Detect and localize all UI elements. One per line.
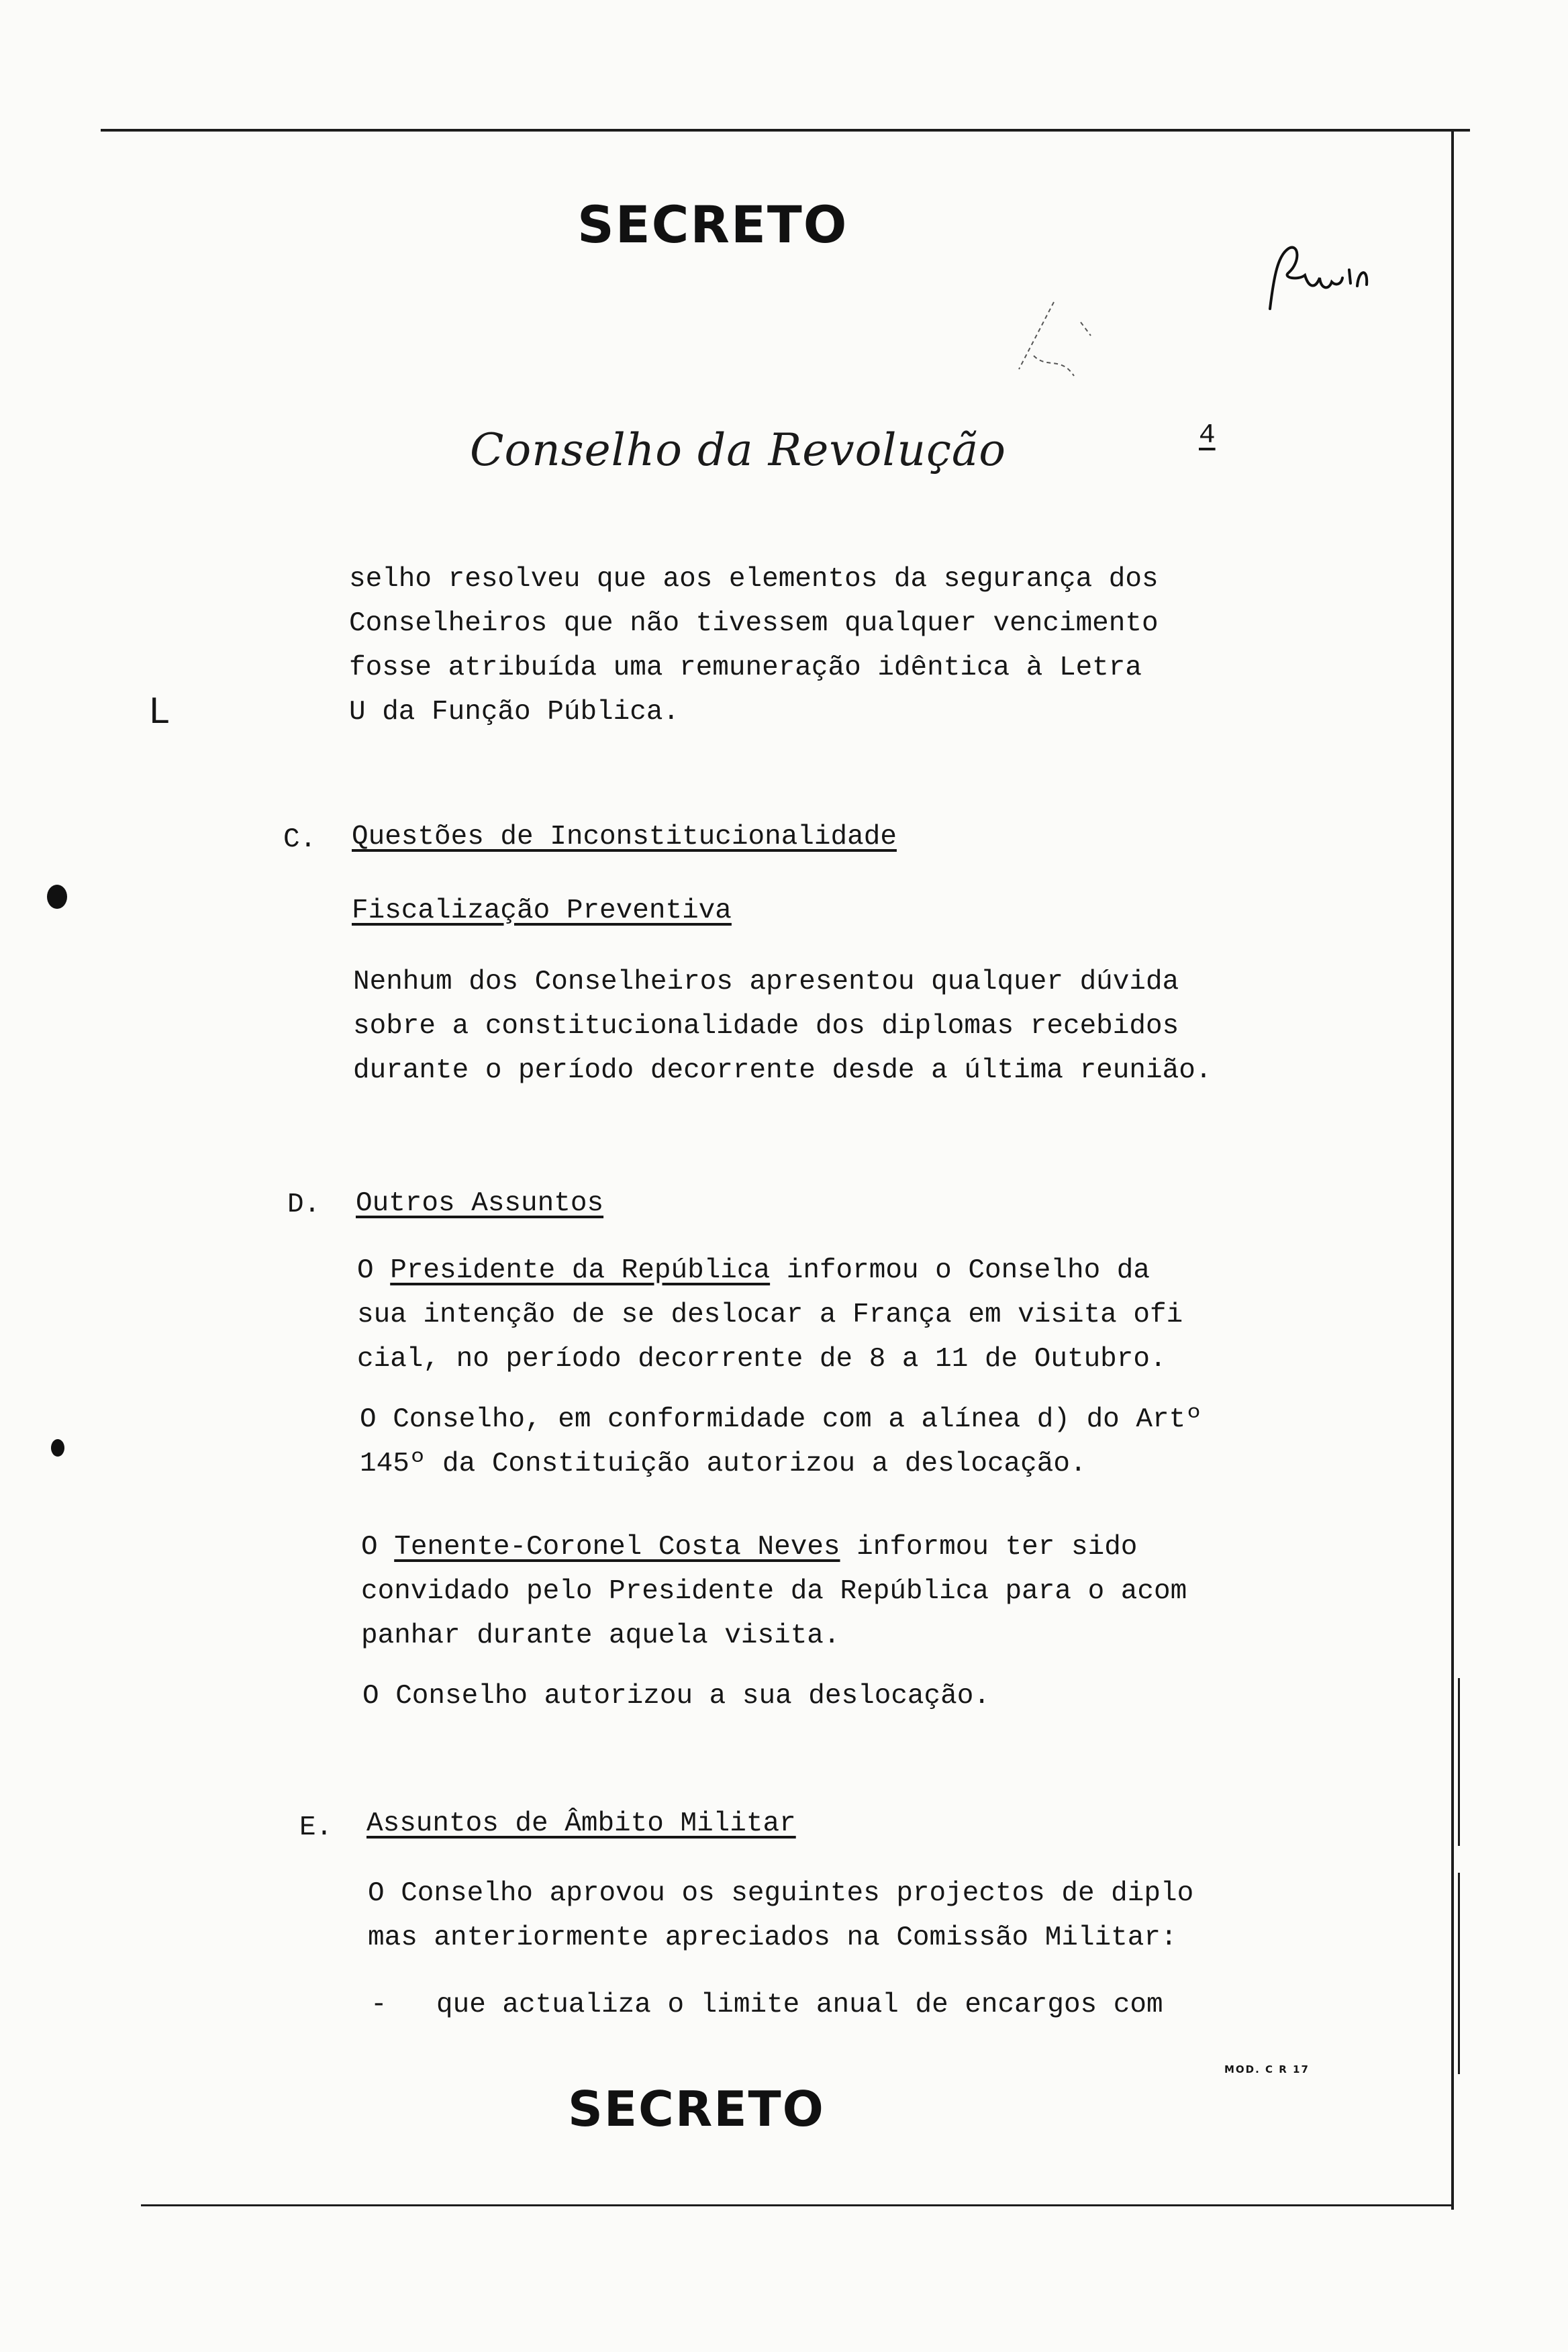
right-edge-mark	[1458, 1678, 1460, 1846]
intro-line: fosse atribuída uma remuneração idêntica à Letra	[349, 652, 1142, 683]
margin-mark: L	[149, 691, 168, 732]
section-c-title: Questões de Inconstitucionalidade	[352, 822, 897, 852]
section-e-line: O Conselho aprovou os seguintes projectos de diplo	[368, 1878, 1194, 1909]
right-border-line	[1451, 129, 1454, 2210]
text-segment: O	[357, 1255, 391, 1286]
section-d-line	[361, 1525, 1187, 1569]
intro-line: Conselheiros que não tivessem qualquer vencimento	[349, 608, 1159, 639]
classification-stamp-top: SECRETO	[577, 195, 848, 254]
classification-stamp-bottom: SECRETO	[568, 2081, 825, 2137]
section-c-line: sobre a constitucionalidade dos diplomas recebidos	[353, 1011, 1179, 1042]
handwritten-initials-image	[1262, 228, 1369, 322]
bottom-border-line	[141, 2204, 1454, 2206]
punch-hole-mark	[51, 1439, 64, 1457]
section-d-line: O Conselho, em conformidade com a alínea d) do Artº	[360, 1404, 1202, 1435]
section-d-paragraph-3	[361, 1525, 1187, 1658]
form-code: MOD. C R 17	[1224, 2063, 1310, 2075]
section-d-paragraph-4	[362, 1674, 990, 1718]
section-d-line: convidado pelo Presidente da República para o acom	[361, 1576, 1187, 1607]
section-d-line	[357, 1248, 1183, 1293]
section-d-paragraph-2	[360, 1398, 1202, 1486]
section-c-letter: C.	[283, 824, 317, 855]
section-c-line: Nenhum dos Conselheiros apresentou qualquer dúvida	[353, 967, 1179, 997]
section-d-letter: D.	[287, 1189, 321, 1220]
punch-hole-mark	[47, 885, 67, 909]
section-d-title: Outros Assuntos	[356, 1188, 604, 1219]
section-d-line: O Conselho autorizou a sua deslocação.	[362, 1681, 990, 1712]
page-number: 4	[1199, 420, 1216, 451]
intro-line: U da Função Pública.	[349, 697, 680, 728]
section-d-paragraph-1	[357, 1248, 1183, 1381]
bullet-marker: -	[371, 1990, 387, 2020]
section-d-line: sua intenção de se deslocar a França em visita ofi	[357, 1300, 1183, 1330]
section-c-subtitle: Fiscalização Preventiva	[352, 895, 732, 926]
text-segment: informou ter sido	[840, 1532, 1138, 1563]
section-e-title: Assuntos de Âmbito Militar	[366, 1808, 796, 1839]
person-name: Presidente da República	[390, 1255, 771, 1286]
person-name: Tenente-Coronel Costa Neves	[394, 1532, 840, 1563]
section-d-line: cial, no período decorrente de 8 a 11 de Outubro.	[357, 1344, 1167, 1375]
section-d-line: 145º da Constituição autorizou a deslocação.	[360, 1449, 1087, 1479]
text-segment: O	[361, 1532, 395, 1563]
section-e-letter: E.	[299, 1812, 333, 1843]
section-e-bullet-item: que actualiza o limite anual de encargos com	[436, 1990, 1163, 2020]
section-c-paragraph	[353, 960, 1212, 1093]
section-c-line: durante o período decorrente desde a última reunião.	[353, 1055, 1212, 1086]
section-e-line: mas anteriormente apreciados na Comissão Militar:	[368, 1922, 1177, 1953]
intro-paragraph	[349, 557, 1159, 734]
section-e-paragraph-1	[368, 1871, 1193, 1960]
pencil-mark	[1007, 295, 1101, 403]
letterhead-title: Conselho da Revolução	[470, 424, 1007, 476]
top-border-line	[101, 129, 1470, 132]
section-d-line: panhar durante aquela visita.	[361, 1620, 840, 1651]
text-segment: informou o Conselho da	[770, 1255, 1150, 1286]
intro-line: selho resolveu que aos elementos da segurança dos	[349, 564, 1159, 595]
right-edge-mark	[1458, 1873, 1460, 2074]
